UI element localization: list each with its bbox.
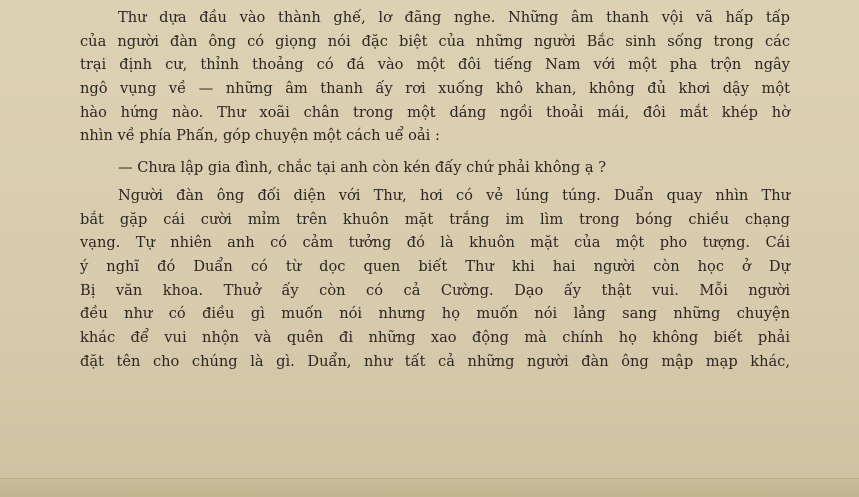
text-line: Bị văn khoa. Thuở ấy còn có cả Cường. Dạo ấy thật vui. Mỗi người xyxy=(80,281,790,299)
page-bottom-edge xyxy=(0,478,859,497)
text-line: khác để vui nhộn và quên đi những xao động mà chính họ không biết phải xyxy=(80,328,790,346)
paragraph-3 xyxy=(80,184,790,374)
text-line: Thư dựa đầu vào thành ghế, lơ đãng nghe. Những âm thanh vội vã hấp tấp xyxy=(118,9,790,26)
text-line: đặt tên cho chúng là gì. Duẩn, như tất cả những người đàn ông mập mạp khác, xyxy=(80,352,790,370)
paragraph-1 xyxy=(80,6,790,148)
text-line: ý nghĩ đó Duẩn có từ dọc quen biết Thư khi hai người còn học ở Dự xyxy=(80,257,790,275)
text-line: trại định cư, thỉnh thoảng có đá vào một đôi tiếng Nam với một pha trộn ngây xyxy=(80,56,790,74)
text-line: ngô vụng về — những âm thanh ấy rơi xuống khô khan, không đủ khơi dậy một xyxy=(80,80,790,98)
paragraph-2-dialogue xyxy=(80,156,790,180)
paragraph-spacer xyxy=(80,148,790,156)
text-line: đều như có điều gì muốn nói nhưng họ muốn nói lảng sang những chuyện xyxy=(80,305,790,323)
text-line: hào hứng nào. Thư xoãi chân trong một dáng ngồi thoải mái, đôi mắt khép hờ xyxy=(80,103,790,121)
text-line: Người đàn ông đối diện với Thư, hơi có vẻ lúng túng. Duẩn quay nhìn Thư xyxy=(118,186,790,204)
text-line: vạng. Tự nhiên anh có cảm tưởng đó là khuôn mặt của một pho tượng. Cái xyxy=(80,234,790,252)
text-line: của người đàn ông có giọng nói đặc biệt của những người Bắc sinh sống trong các xyxy=(80,32,790,50)
body-text xyxy=(80,6,790,373)
text-line: bắt gặp cái cười mỉm trên khuôn mặt trắng im lìm trong bóng chiều chạng xyxy=(80,210,790,228)
dialogue-line: — Chưa lập gia đình, chắc tại anh còn kén đấy chứ phải không ạ ? xyxy=(118,159,607,177)
text-line: nhìn về phía Phấn, góp chuyện một cách uể oải : xyxy=(80,127,440,145)
